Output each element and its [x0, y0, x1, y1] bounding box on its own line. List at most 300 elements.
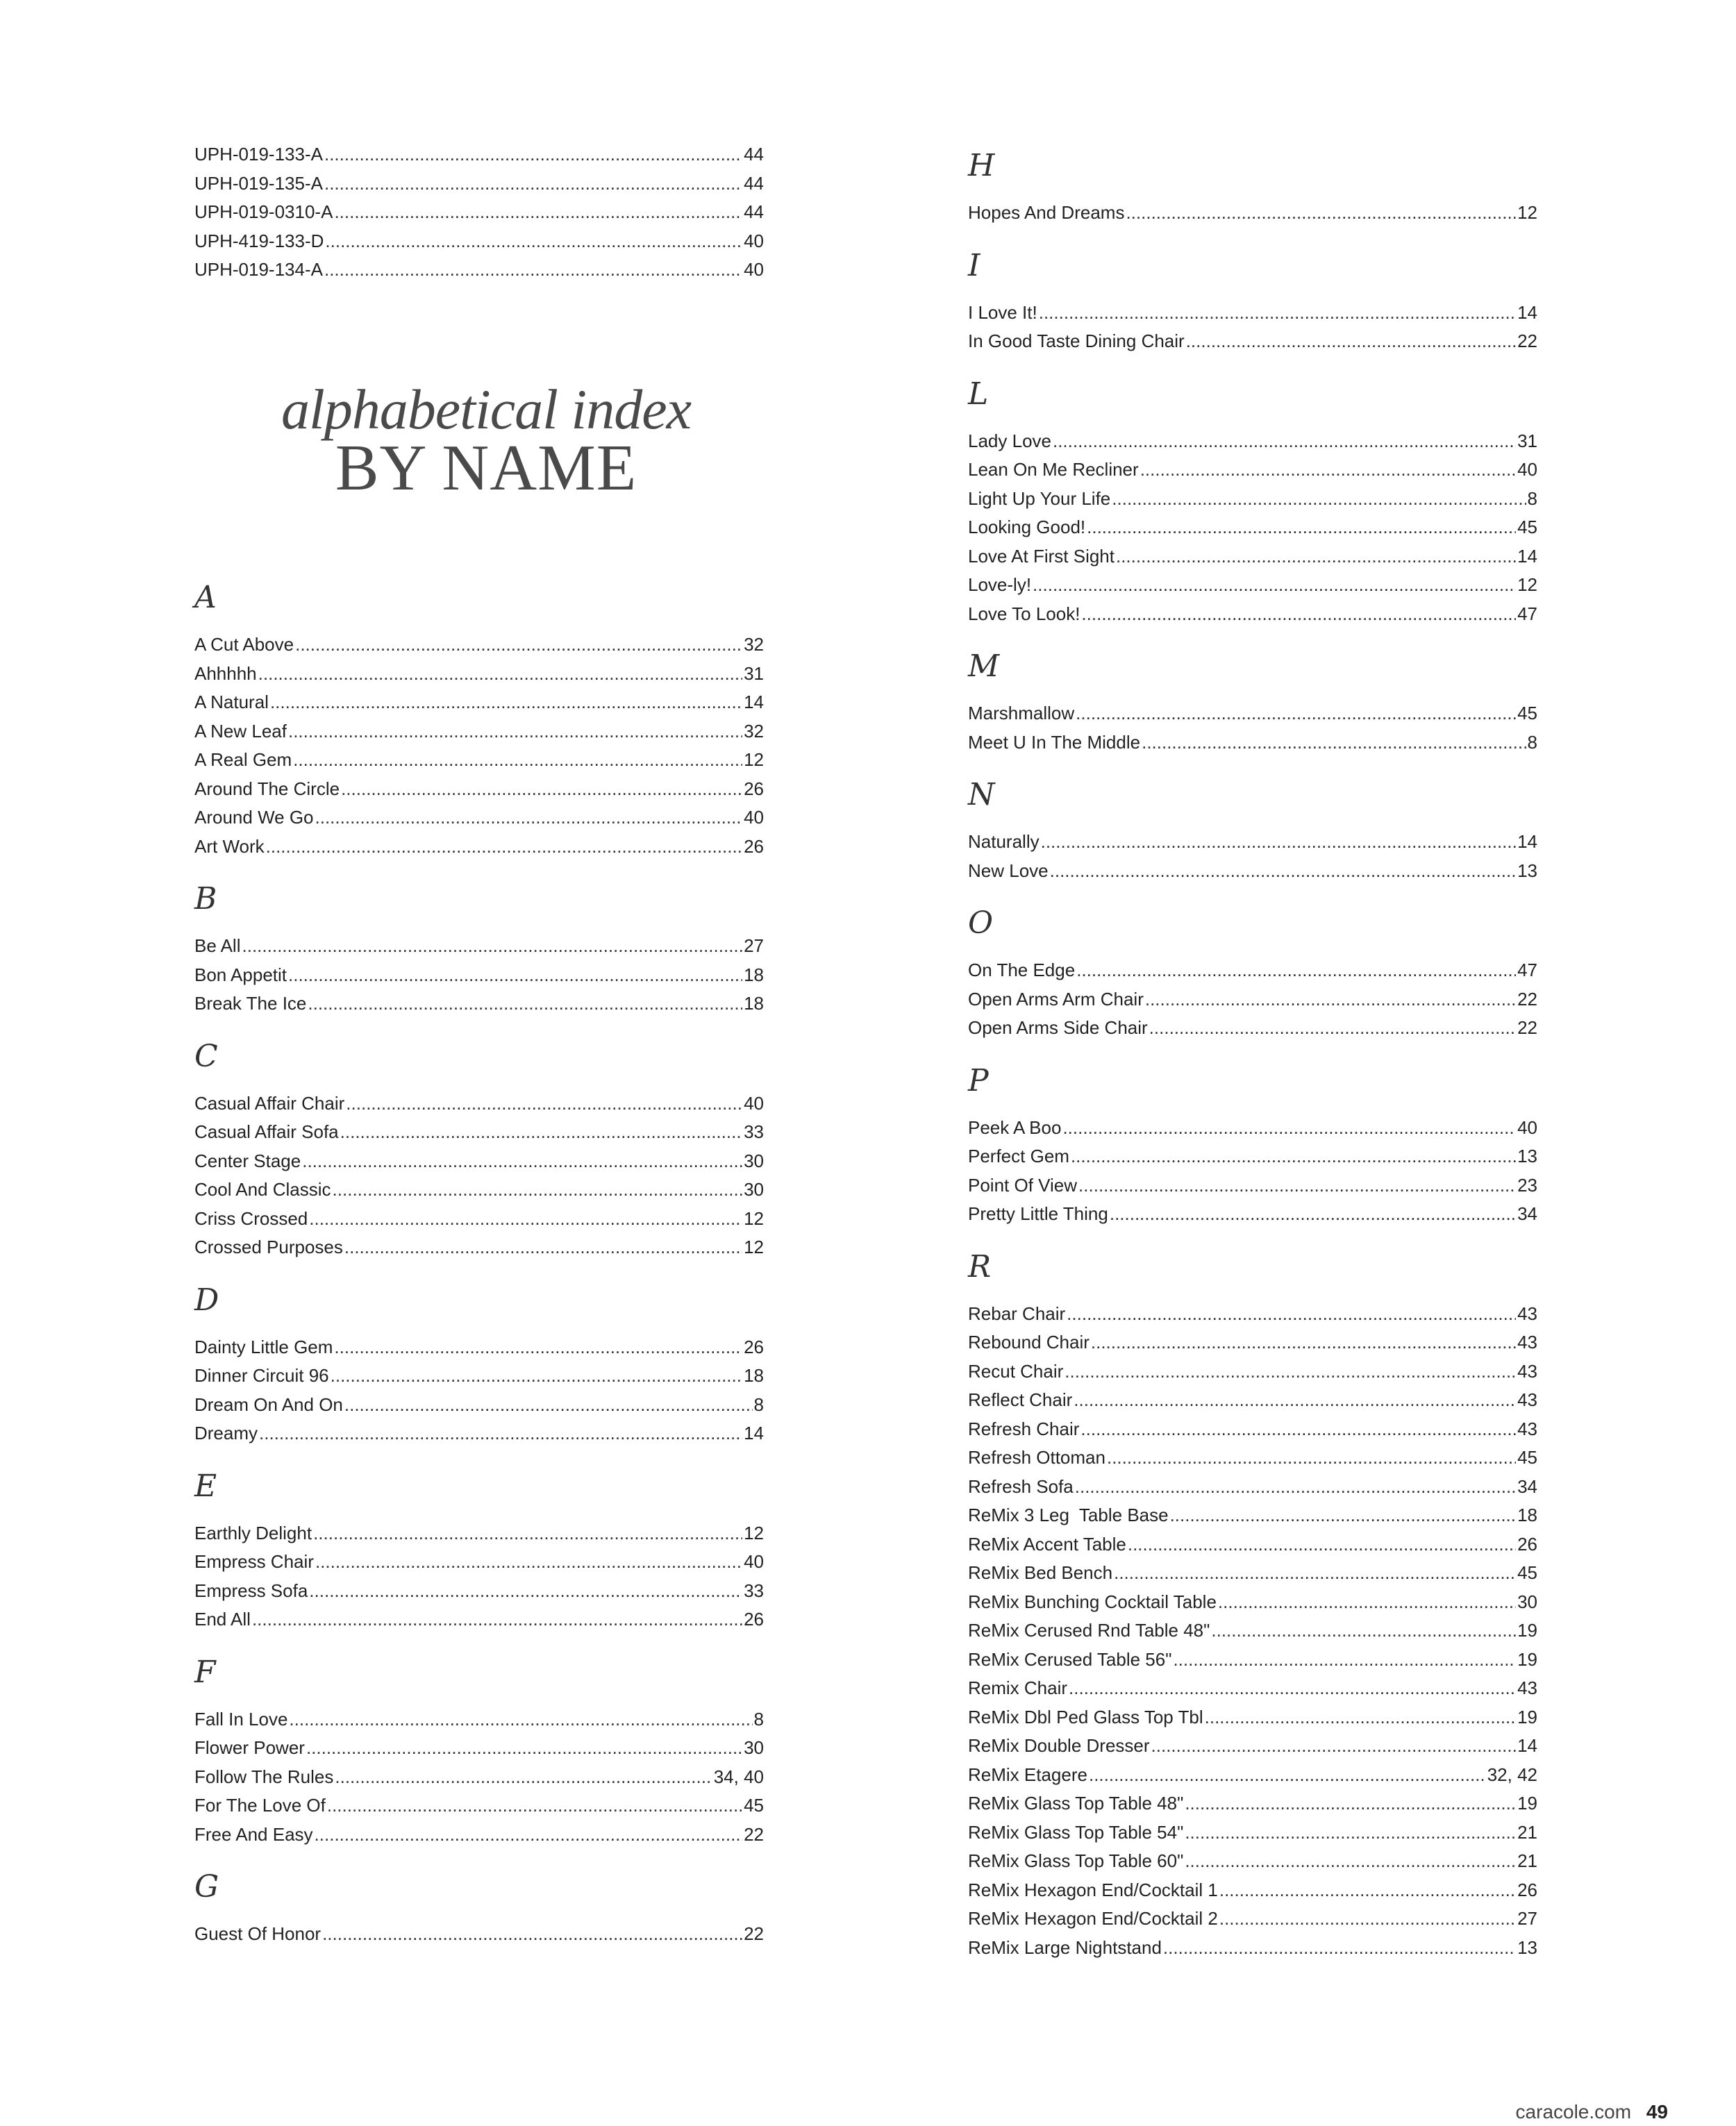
entry-page-number: 13 [1517, 860, 1537, 881]
entry-name: Recut Chair [968, 1360, 1064, 1382]
entry-page-number: 43 [1517, 1418, 1537, 1439]
entry-page-number: 12 [744, 1522, 764, 1543]
dot-leader [306, 1734, 742, 1761]
dot-leader [1218, 1588, 1516, 1616]
dot-leader [1041, 828, 1516, 855]
entry-name: ReMix Cerused Rnd Table 48" [968, 1620, 1210, 1641]
entry-page-number: 14 [744, 1423, 764, 1443]
index-entry [968, 600, 1537, 628]
dot-leader [1211, 1616, 1516, 1644]
index-entry [194, 1233, 764, 1261]
dot-leader [1126, 199, 1516, 226]
dot-leader [315, 1821, 743, 1848]
entry-page-number: 45 [1517, 703, 1537, 723]
dot-leader [293, 746, 742, 773]
entry-name: Cool And Classic [194, 1179, 331, 1200]
dot-leader [1075, 1473, 1516, 1500]
dot-leader [1170, 1501, 1517, 1529]
entry-name: Lean On Me Recliner [968, 459, 1139, 480]
section-letter-heading: C [194, 1038, 218, 1074]
dot-leader [1128, 1530, 1516, 1558]
entry-name: Looking Good! [968, 517, 1086, 537]
index-entry [194, 1147, 764, 1175]
section-letter-heading: A [194, 580, 217, 615]
index-entry [194, 1333, 764, 1361]
entry-name: Love-ly! [968, 574, 1032, 595]
section-letter-heading: I [968, 247, 980, 283]
dot-leader [1074, 1386, 1516, 1414]
entry-name: UPH-019-134-A [194, 259, 323, 280]
dot-leader [1039, 299, 1516, 326]
dot-leader [1205, 1703, 1516, 1731]
entry-page-number: 26 [744, 1609, 764, 1630]
dot-leader [1114, 1559, 1516, 1587]
entry-page-number: 30 [744, 1179, 764, 1200]
entry-name: UPH-419-133-D [194, 230, 324, 251]
entry-page-number: 44 [744, 172, 764, 194]
dot-leader [309, 1577, 742, 1605]
entry-name: I Love It! [968, 301, 1037, 323]
dot-leader [1091, 1328, 1516, 1356]
index-entry [194, 746, 764, 773]
entry-page-number: 43 [1517, 1360, 1537, 1382]
index-entry [968, 1588, 1537, 1616]
entry-name: Dream On And On [194, 1393, 343, 1415]
entry-page-number: 45 [1517, 1447, 1537, 1468]
entry-page-number: 47 [1517, 603, 1537, 624]
entry-page-number: 40 [1517, 459, 1537, 480]
entry-name: Open Arms Side Chair [968, 1017, 1148, 1038]
index-entry [968, 199, 1537, 226]
dot-leader [1069, 1674, 1516, 1702]
index-entry [968, 1300, 1537, 1328]
index-entry [194, 803, 764, 831]
index-entry [968, 828, 1537, 855]
entry-name: Break The Ice [194, 993, 307, 1014]
index-entry [968, 1789, 1537, 1817]
entry-name: Point Of View [968, 1174, 1078, 1196]
entry-page-number: 22 [744, 1823, 764, 1845]
entry-name: On The Edge [968, 960, 1076, 980]
index-entry [968, 1934, 1537, 1961]
entry-page-number: 12 [744, 749, 764, 770]
dot-leader [1065, 1357, 1516, 1385]
index-entry [968, 1443, 1537, 1471]
entry-page-number: 14 [1517, 831, 1537, 852]
entry-page-number: 26 [744, 835, 764, 857]
entry-page-number: 13 [1517, 1936, 1537, 1958]
entry-page-number: 13 [1517, 1146, 1537, 1166]
entry-name: Empress Chair [194, 1551, 314, 1572]
entry-page-number: 43 [1517, 1389, 1537, 1410]
entry-page-number: 40 [744, 1092, 764, 1114]
index-entry [968, 1761, 1537, 1789]
entry-name: Dinner Circuit 96 [194, 1365, 329, 1386]
dot-leader [1149, 1014, 1516, 1041]
dot-leader [258, 660, 742, 687]
entry-name: Rebar Chair [968, 1303, 1066, 1324]
index-entry [194, 961, 764, 989]
dot-leader [344, 1391, 753, 1418]
entry-page-number: 33 [744, 1580, 764, 1601]
index-entry [968, 1114, 1537, 1141]
section-letter-heading: B [194, 881, 217, 916]
entry-name: A New Leaf [194, 720, 287, 742]
entry-page-number: 8 [753, 1708, 764, 1730]
entry-page-number: 45 [1517, 517, 1537, 537]
entry-name: Casual Affair Chair [194, 1092, 345, 1114]
entry-name: Fall In Love [194, 1708, 288, 1730]
dot-leader [1219, 1905, 1516, 1932]
entry-name: In Good Taste Dining Chair [968, 330, 1185, 351]
dot-leader [324, 140, 742, 168]
dot-leader [242, 932, 743, 960]
dot-leader [1219, 1876, 1516, 1904]
index-entry [194, 1118, 764, 1146]
index-entry [194, 1391, 764, 1418]
entry-page-number: 43 [1517, 1332, 1537, 1353]
entry-page-number: 31 [744, 662, 764, 684]
index-entry [194, 169, 764, 197]
entry-page-number: 34, 40 [713, 1766, 764, 1787]
index-entry [968, 1818, 1537, 1846]
entry-name: ReMix Cerused Table 56" [968, 1648, 1172, 1670]
entry-name: Perfect Gem [968, 1146, 1069, 1166]
dot-leader [309, 1205, 742, 1232]
dot-leader [252, 1605, 742, 1633]
index-entry [968, 485, 1537, 512]
entry-page-number: 22 [744, 1923, 764, 1944]
entry-page-number: 14 [1517, 301, 1537, 323]
dot-leader [266, 832, 742, 860]
section-letter-heading: N [968, 777, 995, 812]
entry-name: Meet U In The Middle [968, 731, 1141, 753]
entry-name: Pretty Little Thing [968, 1203, 1108, 1224]
dot-leader [341, 775, 742, 803]
entry-name: ReMix Dbl Ped Glass Top Tbl [968, 1706, 1203, 1727]
entry-page-number: 8 [1527, 731, 1537, 753]
section-letter-heading: P [968, 1062, 989, 1098]
dot-leader [324, 169, 742, 197]
dot-leader [344, 1233, 742, 1261]
entry-name: Around We Go [194, 807, 314, 828]
index-entry [968, 1415, 1537, 1443]
dot-leader [302, 1147, 742, 1175]
index-entry [968, 1357, 1537, 1385]
footer-website[interactable]: caracole.com [1515, 2101, 1632, 2123]
dot-leader [1033, 571, 1516, 599]
entry-name: UPH-019-0310-A [194, 201, 333, 222]
entry-page-number: 45 [1517, 1562, 1537, 1583]
entry-page-number: 30 [1517, 1591, 1537, 1612]
dot-leader [1185, 1847, 1516, 1875]
entry-name: Ahhhhh [194, 662, 257, 684]
entry-name: A Natural [194, 692, 269, 712]
index-entry [194, 932, 764, 960]
index-entry [968, 985, 1537, 1013]
dot-leader [315, 803, 743, 831]
entry-page-number: 21 [1517, 1821, 1537, 1843]
index-entry [968, 1473, 1537, 1500]
index-entry [968, 1142, 1537, 1170]
entry-name: Marshmallow [968, 703, 1075, 723]
dot-leader [1067, 1300, 1516, 1328]
entry-name: Around The Circle [194, 778, 340, 799]
section-letter-heading: G [194, 1869, 219, 1905]
index-entry [968, 1646, 1537, 1673]
index-entry [194, 1362, 764, 1389]
index-entry [194, 1175, 764, 1203]
index-entry [968, 1905, 1537, 1932]
entry-name: Dreamy [194, 1423, 258, 1443]
dot-leader [1080, 1415, 1516, 1443]
dot-leader [346, 1089, 742, 1117]
entry-name: Empress Sofa [194, 1580, 308, 1601]
entry-name: Refresh Ottoman [968, 1447, 1105, 1468]
dot-leader [308, 989, 742, 1017]
section-letter-heading: O [968, 905, 994, 941]
index-entry [194, 717, 764, 745]
entry-name: Refresh Sofa [968, 1475, 1074, 1497]
index-entry [194, 227, 764, 255]
entry-name: UPH-019-133-A [194, 144, 323, 165]
page-footer [1516, 2098, 1668, 2126]
entry-page-number: 8 [1527, 487, 1537, 509]
entry-name: Center Stage [194, 1150, 301, 1171]
entry-page-number: 40 [744, 807, 764, 828]
entry-name: ReMix Hexagon End/Cocktail 1 [968, 1879, 1218, 1900]
dot-leader [324, 256, 742, 283]
entry-name: Peek A Boo [968, 1116, 1062, 1138]
entry-name: ReMix Accent Table [968, 1533, 1126, 1555]
entry-page-number: 14 [744, 692, 764, 712]
entry-name: Love At First Sight [968, 545, 1115, 567]
index-entry [194, 688, 764, 716]
index-entry [194, 1763, 764, 1791]
entry-page-number: 19 [1517, 1620, 1537, 1641]
entry-page-number: 12 [744, 1237, 764, 1257]
entry-name: Lady Love [968, 430, 1051, 451]
entry-name: ReMix Etagere [968, 1764, 1087, 1785]
section-letter-heading: M [968, 648, 1000, 684]
dot-leader [315, 1548, 742, 1575]
index-entry [968, 542, 1537, 570]
index-entry [194, 140, 764, 168]
entry-name: Art Work [194, 835, 265, 857]
index-entry [968, 1876, 1537, 1904]
entry-page-number: 12 [1517, 574, 1537, 595]
dot-leader [259, 1419, 742, 1447]
section-letter-heading: R [968, 1248, 992, 1284]
index-entry [194, 832, 764, 860]
dot-leader [1062, 1114, 1516, 1141]
entry-name: A Real Gem [194, 749, 292, 770]
entry-page-number: 18 [744, 1365, 764, 1386]
dot-leader [322, 1920, 742, 1948]
entry-name: ReMix Large Nightstand [968, 1936, 1162, 1958]
entry-name: Earthly Delight [194, 1522, 312, 1543]
entry-name: For The Love Of [194, 1795, 326, 1816]
dot-leader [1163, 1934, 1516, 1961]
dot-leader [334, 1333, 742, 1361]
dot-leader [1087, 513, 1516, 541]
entry-name: Rebound Chair [968, 1332, 1090, 1353]
entry-page-number: 40 [744, 1551, 764, 1572]
dot-leader [1110, 1200, 1516, 1228]
dot-leader [288, 961, 742, 989]
index-entry [194, 775, 764, 803]
dot-leader [1050, 857, 1516, 885]
entry-page-number: 21 [1517, 1850, 1537, 1871]
index-entry [194, 1548, 764, 1575]
entry-page-number: 44 [744, 144, 764, 165]
dot-leader [295, 630, 742, 658]
index-entry [968, 571, 1537, 599]
index-entry [194, 1205, 764, 1232]
dot-leader [1140, 455, 1516, 483]
entry-page-number: 19 [1517, 1648, 1537, 1670]
entry-page-number: 47 [1517, 960, 1537, 980]
entry-name: Love To Look! [968, 603, 1080, 624]
dot-leader [1173, 1646, 1516, 1673]
entry-page-number: 44 [744, 201, 764, 222]
dot-leader [1145, 985, 1516, 1013]
entry-page-number: 14 [1517, 545, 1537, 567]
index-entry [194, 1705, 764, 1733]
section-letter-heading: F [194, 1654, 216, 1690]
entry-name: Criss Crossed [194, 1207, 308, 1229]
index-entry [968, 857, 1537, 885]
entry-page-number: 30 [744, 1737, 764, 1758]
entry-page-number: 32, 42 [1487, 1764, 1537, 1785]
entry-page-number: 40 [744, 259, 764, 280]
index-entry [194, 989, 764, 1017]
index-entry [968, 1616, 1537, 1644]
entry-name: End All [194, 1609, 251, 1630]
index-entry [968, 1386, 1537, 1414]
dot-leader [325, 227, 742, 255]
entry-page-number: 22 [1517, 330, 1537, 351]
entry-page-number: 19 [1517, 1793, 1537, 1814]
entry-page-number: 22 [1517, 988, 1537, 1010]
dot-leader [1076, 956, 1516, 984]
entry-name: Naturally [968, 831, 1040, 852]
entry-page-number: 8 [753, 1393, 764, 1415]
dot-leader [331, 1362, 742, 1389]
entry-page-number: 30 [744, 1150, 764, 1171]
entry-page-number: 26 [744, 778, 764, 799]
entry-name: UPH-019-135-A [194, 172, 323, 194]
entry-page-number: 26 [1517, 1533, 1537, 1555]
index-entry [194, 1920, 764, 1948]
index-entry [968, 1732, 1537, 1759]
index-entry [968, 956, 1537, 984]
index-entry [968, 427, 1537, 455]
entry-name: ReMix Double Dresser [968, 1735, 1150, 1756]
dot-leader [1151, 1732, 1517, 1759]
entry-name: Free And Easy [194, 1823, 313, 1845]
entry-name: Refresh Chair [968, 1418, 1080, 1439]
entry-page-number: 33 [744, 1121, 764, 1142]
dot-leader [270, 688, 742, 716]
dot-leader [1116, 542, 1516, 570]
entry-page-number: 27 [1517, 1908, 1537, 1929]
entry-name: ReMix Glass Top Table 54" [968, 1821, 1184, 1843]
dot-leader [333, 1175, 743, 1203]
entry-page-number: 34 [1517, 1475, 1537, 1497]
index-entry [968, 728, 1537, 756]
index-entry [194, 630, 764, 658]
index-entry [194, 1419, 764, 1447]
entry-name: Reflect Chair [968, 1389, 1073, 1410]
entry-page-number: 40 [1517, 1116, 1537, 1138]
entry-name: Casual Affair Sofa [194, 1121, 339, 1142]
page-number: 49 [1646, 2101, 1668, 2123]
entry-name: Light Up Your Life [968, 487, 1111, 509]
entry-name: ReMix Glass Top Table 48" [968, 1793, 1184, 1814]
entry-name: Dainty Little Gem [194, 1336, 333, 1357]
entry-name: Remix Chair [968, 1677, 1068, 1698]
dot-leader [1081, 600, 1516, 628]
dot-leader [1185, 1818, 1516, 1846]
index-entry [194, 1791, 764, 1819]
entry-name: ReMix Glass Top Table 60" [968, 1850, 1184, 1871]
index-entry [194, 1605, 764, 1633]
index-entry [968, 699, 1537, 727]
entry-name: Flower Power [194, 1737, 305, 1758]
entry-page-number: 18 [744, 993, 764, 1014]
dot-leader [1071, 1142, 1516, 1170]
dot-leader [1186, 327, 1516, 355]
index-entry [968, 513, 1537, 541]
entry-page-number: 18 [744, 964, 764, 985]
index-entry [194, 660, 764, 687]
entry-page-number: 31 [1517, 430, 1537, 451]
section-letter-heading: E [194, 1468, 217, 1504]
index-entry [968, 1847, 1537, 1875]
index-entry [194, 1821, 764, 1848]
entry-page-number: 27 [744, 935, 764, 956]
index-entry [194, 1734, 764, 1761]
index-entry [968, 1559, 1537, 1587]
entry-page-number: 45 [744, 1795, 764, 1816]
dot-leader [1107, 1443, 1516, 1471]
index-entry [968, 299, 1537, 326]
index-entry [968, 1200, 1537, 1228]
entry-page-number: 26 [744, 1336, 764, 1357]
entry-page-number: 40 [744, 230, 764, 251]
entry-page-number: 22 [1517, 1017, 1537, 1038]
index-title-caps: BY NAME [335, 432, 637, 504]
entry-name: ReMix 3 Leg Table Base [968, 1505, 1169, 1525]
entry-name: Bon Appetit [194, 964, 287, 985]
dot-leader [327, 1791, 742, 1819]
entry-name: ReMix Bed Bench [968, 1562, 1113, 1583]
index-title-script: alphabetical index [281, 378, 691, 441]
section-letter-heading: H [968, 148, 995, 183]
entry-name: Hopes And Dreams [968, 202, 1125, 223]
index-entry [194, 1577, 764, 1605]
index-entry [194, 1089, 764, 1117]
entry-page-number: 14 [1517, 1735, 1537, 1756]
index-entry [968, 1014, 1537, 1041]
dot-leader [1112, 485, 1526, 512]
entry-name: ReMix Bunching Cocktail Table [968, 1591, 1217, 1612]
index-entry [194, 256, 764, 283]
dot-leader [289, 1705, 752, 1733]
entry-name: Guest Of Honor [194, 1923, 322, 1944]
dot-leader [313, 1519, 742, 1547]
